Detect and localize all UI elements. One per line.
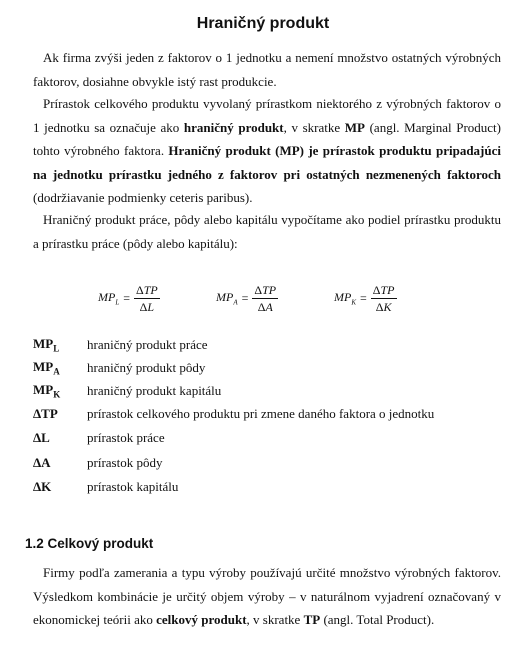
definition-symbol: $MP_K$ (33, 382, 61, 400)
definition-text-2: , v skratke (283, 119, 345, 135)
definition-row (33, 381, 513, 401)
total-product-text-3: (angl. Total Product). (320, 612, 435, 627)
paragraph-definition (33, 92, 501, 210)
formula-mp-labor (98, 281, 160, 315)
definition-row (33, 335, 513, 355)
fraction: $\frac{\text{ΔTP}}{\Delta L}$ (136, 282, 158, 314)
equals-sign: = (123, 290, 131, 305)
term-tp: TP (303, 612, 321, 627)
formula-lhs: $MP_K$ (334, 289, 356, 307)
paragraph-calculation (33, 208, 501, 255)
definition-text: hraničný produkt kapitálu (87, 383, 222, 398)
definition-row (33, 358, 513, 378)
definition-text: prírastok celkového produktu pri zmene daného faktora o jednotku (87, 406, 435, 421)
term-mp: MP (344, 119, 365, 135)
section-heading: 1.2 Celkový produkt (25, 536, 154, 551)
definition-symbol: ΔA (33, 455, 51, 470)
fraction: $\frac{\text{ΔTP}}{\Delta A}$ (254, 282, 277, 314)
definition-text: hraničný produkt pôdy (87, 360, 206, 375)
paragraph-intro (33, 46, 501, 93)
definition-text: hraničný produkt práce (87, 337, 208, 352)
paragraph-total-product (33, 561, 501, 632)
definition-symbol: ΔK (33, 479, 52, 494)
definition-row (33, 453, 513, 473)
definition-symbol: $MP_A$ (33, 359, 60, 377)
formula-lhs: $MP_A$ (216, 289, 238, 307)
total-product-text-1: Firmy podľa zamerania a typu výroby používajú určité množstvo výrobných faktorov. Výsledkom kombinácie je určitý objem výroby – v naturálnom vyjadrení označovaný v ekonomickej teórii ako (33, 565, 501, 627)
definition-text: prírastok pôdy (87, 455, 163, 470)
fraction: $\frac{\text{ΔTP}}{\Delta K}$ (372, 282, 395, 314)
equals-sign: = (241, 290, 249, 305)
paragraph-intro-text: Ak firma zvýši jeden z faktorov o 1 jednotku a nemení množstvo ostatných výrobných faktorov, dosiahne obvykle istý rast produkcie. (33, 50, 501, 89)
definition-text: prírastok práce (87, 430, 165, 445)
formula-lhs: $MP_L$ (98, 289, 120, 307)
definition-bold-statement: Hraničný produkt (MP) je prírastok produktu pripadajúci na jednotku prírastku jedného z faktorov pri ostatných nezmenených faktoroch (33, 143, 501, 182)
term-marginal-product: hraničný produkt (183, 119, 284, 135)
formula-mp-capital (334, 281, 397, 315)
total-product-text-2: , v skratke (246, 612, 304, 627)
definition-row (33, 404, 513, 424)
definition-text: prírastok kapitálu (87, 479, 179, 494)
page-title: Hraničný produkt (196, 15, 330, 32)
definition-row (33, 428, 513, 448)
formula-mp-land (216, 281, 278, 315)
definition-text-3: (angl. Marginal Product) tohto výrobného faktora. (33, 119, 501, 158)
definition-symbol: $MP_L$ (33, 336, 60, 354)
definition-symbol: ΔTP (33, 406, 58, 421)
definition-text-4: (dodržiavanie podmienky ceteris paribus). (33, 190, 253, 205)
paragraph-calculation-text: Hraničný produkt práce, pôdy alebo kapitálu vypočítame ako podiel prírastku produktu a prírastku práce (pôdy alebo kapitálu): (33, 212, 501, 251)
definition-text-1: Prírastok celkového produktu vyvolaný prírastkom niektorého z výrobných faktorov o 1 jednotku sa označuje ako (33, 96, 501, 135)
equals-sign: = (360, 290, 367, 305)
definition-row (33, 477, 513, 497)
term-total-product: celkový produkt (156, 612, 247, 627)
definition-symbol: ΔL (33, 430, 50, 445)
